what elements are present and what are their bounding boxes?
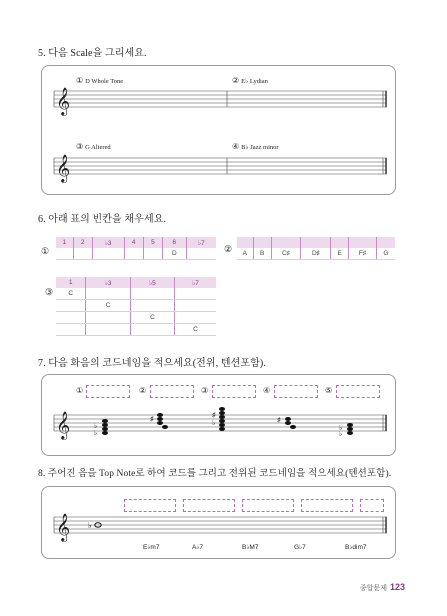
table-cell: C♯ bbox=[271, 248, 301, 260]
table-cell[interactable] bbox=[56, 248, 73, 260]
table-cell: D bbox=[162, 248, 186, 260]
svg-text:♭: ♭ bbox=[339, 424, 343, 432]
q7-item-2: ② bbox=[139, 386, 147, 395]
q7-item-5: ⑤ bbox=[325, 386, 333, 395]
q6-table-3 bbox=[56, 277, 216, 336]
table-cell: 1 bbox=[56, 277, 86, 288]
scale-label-2: ② E♭ Lydian bbox=[232, 76, 268, 85]
table-cell: ♭3 bbox=[86, 277, 130, 288]
chord-label-5: B♭dim7 bbox=[345, 544, 367, 551]
chord-drawing-answer-box[interactable] bbox=[124, 499, 176, 512]
table-cell: 2 bbox=[73, 237, 92, 248]
treble-clef-icon: 𝄞 bbox=[56, 411, 71, 439]
table-cell[interactable] bbox=[186, 248, 216, 260]
q7-heading: 7. 다음 화음의 코드네임을 적으세요(전위, 텐션포함). bbox=[38, 358, 266, 369]
chord-drawing-answer-box[interactable] bbox=[301, 499, 353, 512]
table-cell[interactable] bbox=[349, 237, 377, 248]
q6-table1-number: ① bbox=[41, 246, 50, 256]
table-cell: E bbox=[331, 248, 349, 260]
q7-chord-notes bbox=[94, 407, 353, 438]
table-cell[interactable] bbox=[73, 248, 92, 260]
table-cell[interactable] bbox=[56, 324, 86, 336]
table-cell: B bbox=[253, 248, 271, 260]
q6-heading: 6. 아래 표의 빈칸을 채우세요. bbox=[38, 214, 167, 225]
table-cell[interactable] bbox=[237, 237, 253, 248]
table-cell: ♭7 bbox=[175, 277, 216, 288]
chord-drawing-answer-box[interactable] bbox=[183, 499, 235, 512]
svg-text:♯: ♯ bbox=[212, 411, 216, 419]
chord-name-answer-box[interactable] bbox=[336, 385, 380, 398]
table-cell[interactable] bbox=[175, 288, 216, 300]
page-number: 123 bbox=[389, 582, 405, 592]
q7-item-3: ③ bbox=[201, 386, 209, 395]
q5-heading: 5. 다음 Scale을 그리세요. bbox=[38, 48, 147, 59]
chord-name-answer-box[interactable] bbox=[86, 385, 130, 398]
table-cell: 1 bbox=[56, 237, 73, 248]
table-cell: ♭7 bbox=[186, 237, 216, 248]
table-cell[interactable] bbox=[271, 237, 301, 248]
scale-label-1: ① D Whole Tone bbox=[76, 76, 124, 85]
table-cell: ♭3 bbox=[92, 237, 124, 248]
table-cell[interactable] bbox=[130, 324, 174, 336]
svg-text:♭: ♭ bbox=[212, 419, 216, 427]
svg-text:♭: ♭ bbox=[339, 430, 343, 438]
table-cell[interactable] bbox=[143, 248, 162, 260]
svg-text:♭: ♭ bbox=[94, 429, 98, 437]
svg-text:♭: ♭ bbox=[94, 422, 98, 430]
footer-section: 종합문제 bbox=[359, 585, 387, 592]
table-cell: C bbox=[86, 300, 130, 312]
table-cell: C bbox=[130, 312, 174, 324]
table-cell[interactable] bbox=[92, 248, 124, 260]
table-cell: G bbox=[376, 248, 395, 260]
chord-name-answer-box[interactable] bbox=[212, 385, 256, 398]
q5-box bbox=[41, 65, 396, 195]
q7-box bbox=[41, 374, 396, 456]
table-cell: D♯ bbox=[301, 248, 331, 260]
q8-staff bbox=[42, 487, 395, 558]
q6-table3-number: ③ bbox=[45, 287, 54, 297]
table-cell: 5 bbox=[143, 237, 162, 248]
table-cell: A bbox=[237, 248, 253, 260]
q5-staff-1 bbox=[54, 91, 387, 107]
treble-clef-icon: 𝄞 bbox=[56, 87, 71, 115]
scale-label-4: ④ B♭ Jazz minor bbox=[232, 142, 279, 151]
q7-item-4: ④ bbox=[263, 386, 271, 395]
table-cell: 4 bbox=[124, 237, 143, 248]
q5-staff-2 bbox=[54, 158, 387, 174]
table-cell: C bbox=[175, 324, 216, 336]
q5-staves bbox=[42, 66, 395, 194]
q8-box bbox=[41, 486, 396, 559]
table-cell[interactable] bbox=[56, 312, 86, 324]
svg-text:♭: ♭ bbox=[88, 521, 92, 530]
table-cell[interactable] bbox=[124, 248, 143, 260]
q7-item-1: ① bbox=[76, 386, 84, 395]
q8-given-notes bbox=[88, 521, 101, 530]
treble-clef-icon: 𝄞 bbox=[56, 154, 71, 182]
svg-text:♯: ♯ bbox=[150, 415, 154, 423]
table-cell[interactable] bbox=[130, 300, 174, 312]
table-cell: ♭5 bbox=[130, 277, 174, 288]
table-cell[interactable] bbox=[175, 300, 216, 312]
q6-table-2 bbox=[237, 237, 395, 260]
svg-text:♯: ♯ bbox=[277, 416, 281, 424]
chord-label-1: E♭m7 bbox=[143, 544, 160, 551]
treble-clef-icon: 𝄞 bbox=[56, 513, 71, 541]
table-cell[interactable] bbox=[86, 324, 130, 336]
table-cell: F♯ bbox=[349, 248, 377, 260]
table-cell[interactable] bbox=[86, 288, 130, 300]
chord-label-2: A♭7 bbox=[192, 544, 204, 551]
table-cell[interactable] bbox=[331, 237, 349, 248]
table-cell[interactable] bbox=[301, 237, 331, 248]
chord-drawing-answer-box[interactable] bbox=[360, 499, 384, 512]
table-cell[interactable] bbox=[376, 237, 395, 248]
q6-table2-number: ② bbox=[224, 244, 233, 254]
scale-label-3: ③ G Altered bbox=[76, 142, 111, 151]
table-cell: C bbox=[56, 288, 86, 300]
table-cell[interactable] bbox=[86, 312, 130, 324]
table-cell[interactable] bbox=[56, 300, 86, 312]
table-cell[interactable] bbox=[253, 237, 271, 248]
table-cell[interactable] bbox=[130, 288, 174, 300]
chord-label-3: B♭M7 bbox=[242, 544, 259, 551]
page-footer bbox=[360, 582, 405, 593]
chord-label-4: G♭7 bbox=[294, 544, 306, 551]
table-cell: 6 bbox=[162, 237, 186, 248]
q8-heading: 8. 주어진 음을 Top Note로 하여 코드를 그리고 전위된 코드네임을 적으세요(텐션포함). bbox=[38, 469, 392, 479]
chord-drawing-answer-box[interactable] bbox=[242, 499, 294, 512]
table-cell[interactable] bbox=[175, 312, 216, 324]
chord-name-answer-box[interactable] bbox=[150, 385, 194, 398]
chord-name-answer-box[interactable] bbox=[274, 385, 318, 398]
q6-table-1 bbox=[56, 237, 216, 260]
